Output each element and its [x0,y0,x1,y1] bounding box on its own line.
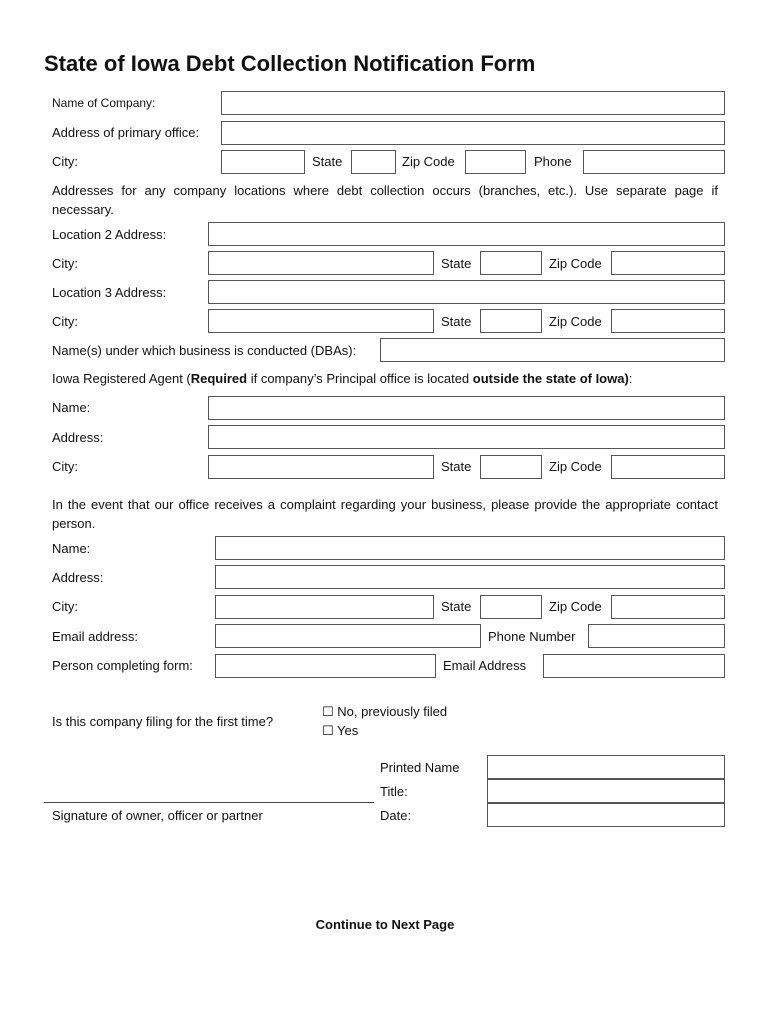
dba-label: Name(s) under which business is conducted (DBAs): [52,343,357,358]
agent-state-label: State [441,459,472,474]
contact-intro: In the event that our office receives a complaint regarding your business, please provide the appropriate contact person. [52,497,718,531]
contact-email-field[interactable] [215,624,481,648]
location2-city-label: City: [52,256,78,271]
agent-address-field[interactable] [208,425,725,449]
location3-zip-field[interactable] [611,309,725,333]
location2-zip-field[interactable] [611,251,725,275]
completer-email-label: Email Address [443,658,527,673]
agent-city-field[interactable] [208,455,434,479]
dba-field[interactable] [380,338,725,362]
location3-address-label: Location 3 Address: [52,285,167,300]
company-zip-field[interactable] [465,150,526,174]
locations-intro: Addresses for any company locations where debt collection occurs (branches, etc.). Use separate page if necessary. [52,183,718,217]
location3-address-field[interactable] [208,280,725,304]
location3-city-field[interactable] [208,309,434,333]
contact-address-field[interactable] [215,565,725,589]
company-city-field[interactable] [221,150,305,174]
company-city-label: City: [52,154,78,169]
location3-state-field[interactable] [480,309,542,333]
location3-zip-label: Zip Code [549,314,602,329]
company-zip-label: Zip Code [402,154,455,169]
location2-state-field[interactable] [480,251,542,275]
person-completing-label: Person completing form: [52,658,193,673]
company-state-label: State [312,154,343,169]
company-name-label: Name of Company: [52,96,156,110]
signer-title-field[interactable] [487,779,725,803]
location2-address-field[interactable] [208,222,725,246]
agent-zip-label: Zip Code [549,459,602,474]
contact-state-label: State [441,599,472,614]
printed-name-field[interactable] [487,755,725,779]
option-previously-filed[interactable]: ☐ No, previously filed [322,704,448,719]
location2-address-label: Location 2 Address: [52,227,167,242]
agent-state-field[interactable] [480,455,542,479]
checkbox-icon[interactable]: ☐ [322,723,334,738]
date-field[interactable] [487,803,725,827]
company-name-field[interactable] [221,91,725,115]
contact-zip-label: Zip Code [549,599,602,614]
completer-email-field[interactable] [543,654,725,678]
contact-email-label: Email address: [52,629,138,644]
date-label: Date: [380,808,412,823]
signature-line[interactable] [44,802,374,803]
location2-state-label: State [441,256,472,271]
signature-label: Signature of owner, officer or partner [52,808,263,823]
location2-zip-label: Zip Code [549,256,602,271]
location3-state-label: State [441,314,472,329]
agent-city-label: City: [52,459,78,474]
agent-zip-field[interactable] [611,455,725,479]
agent-name-field[interactable] [208,396,725,420]
contact-zip-field[interactable] [611,595,725,619]
first-time-question: Is this company filing for the first time? [52,714,274,729]
contact-phone-field[interactable] [588,624,725,648]
person-completing-field[interactable] [215,654,436,678]
company-phone-label: Phone [534,154,572,169]
printed-name-label: Printed Name [380,760,460,775]
primary-address-label: Address of primary office: [52,125,200,140]
page-title: State of Iowa Debt Collection Notification Form [44,51,536,76]
contact-name-field[interactable] [215,536,725,560]
location3-city-label: City: [52,314,78,329]
company-phone-field[interactable] [583,150,725,174]
contact-city-label: City: [52,599,78,614]
location2-city-field[interactable] [208,251,434,275]
registered-agent-heading: Iowa Registered Agent (Required if company’s Principal office is located outside the state of Iowa): [52,371,633,386]
option-first-time-yes[interactable]: ☐ Yes [322,723,359,738]
signer-title-label: Title: [380,784,408,799]
agent-name-label: Name: [52,400,91,415]
primary-address-field[interactable] [221,121,725,145]
continue-next-page: Continue to Next Page [315,917,455,932]
checkbox-icon[interactable]: ☐ [322,704,334,719]
company-state-field[interactable] [351,150,396,174]
contact-city-field[interactable] [215,595,434,619]
contact-name-label: Name: [52,541,91,556]
contact-state-field[interactable] [480,595,542,619]
contact-phone-label: Phone Number [488,629,576,644]
agent-address-label: Address: [52,430,104,445]
contact-address-label: Address: [52,570,104,585]
